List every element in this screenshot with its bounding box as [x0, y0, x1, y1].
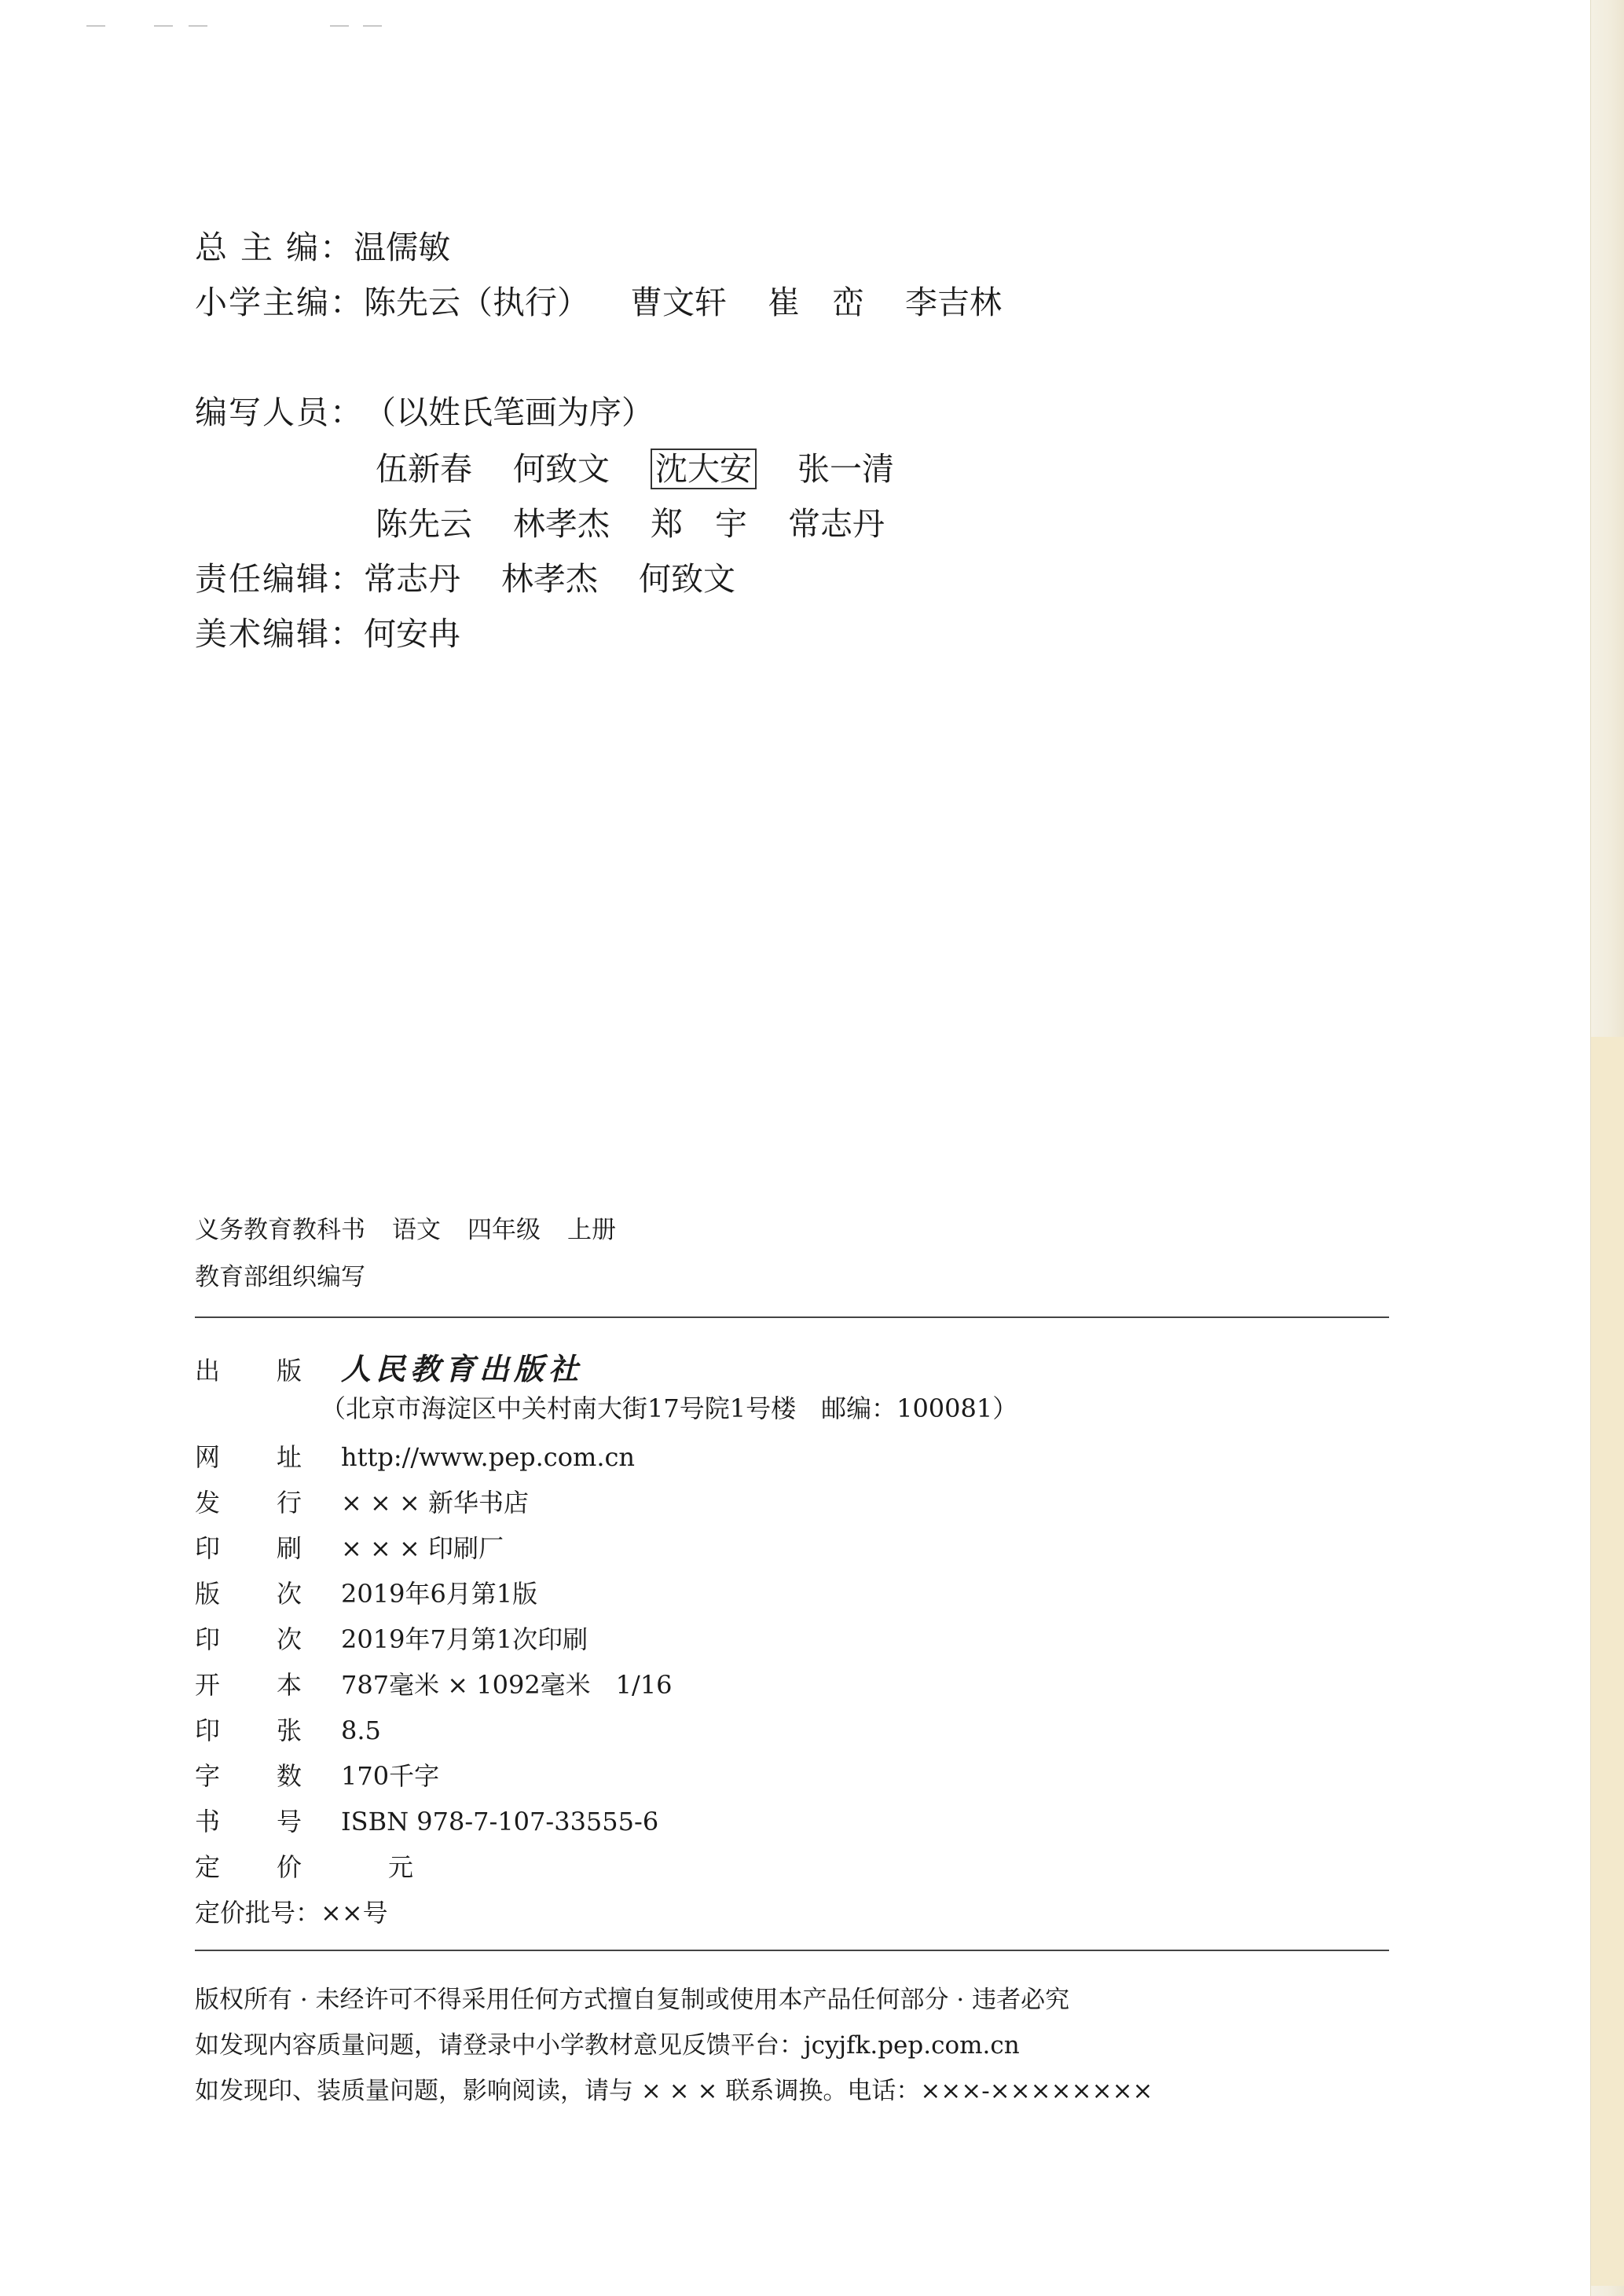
info-label: 行 — [277, 1488, 302, 1518]
art-editor: 何安冉 — [364, 615, 460, 653]
writers-list-row-2 — [376, 498, 926, 544]
info-label: 址 — [277, 1442, 302, 1472]
info-row-printer — [195, 1529, 504, 1566]
responsible-editor-row — [195, 553, 776, 599]
scan-mark — [363, 25, 382, 27]
info-label: 次 — [277, 1624, 302, 1654]
page-edge-band — [1591, 1037, 1624, 2286]
info-label: 书 — [195, 1807, 221, 1836]
impression: 2019年7月第1次印刷 — [341, 1624, 588, 1654]
info-row-distributor — [195, 1483, 529, 1521]
info-row-sheets — [195, 1711, 381, 1749]
scan-mark — [330, 25, 349, 27]
responsible-editor: 林孝杰 — [501, 560, 598, 598]
primary-editor: 陈先云（执行） — [364, 284, 589, 321]
price: 元 — [388, 1852, 414, 1882]
writers-list-row-1 — [376, 443, 935, 489]
writer: 伍新春 — [376, 450, 472, 488]
primary-editor: 李吉林 — [905, 284, 1002, 321]
book-organizer: 教育部组织编写 — [195, 1263, 365, 1291]
sheets: 8.5 — [341, 1716, 381, 1745]
info-label: 印 — [195, 1624, 221, 1654]
info-row-publisher — [195, 1345, 584, 1386]
info-row-impression — [195, 1620, 588, 1657]
info-label: 次 — [277, 1579, 302, 1609]
word-count: 170千字 — [341, 1761, 440, 1791]
info-label: 网 — [195, 1442, 221, 1472]
info-row-price-approval — [195, 1893, 388, 1931]
writer: 何致文 — [513, 450, 610, 488]
info-label: 印 — [195, 1533, 221, 1563]
primary-editor-row — [195, 276, 1043, 323]
writer: 陈先云 — [376, 505, 472, 543]
printer: × × × 印刷厂 — [341, 1533, 504, 1563]
book-title-part: 义务教育教科书 — [195, 1216, 365, 1244]
info-label: 本 — [277, 1670, 302, 1700]
info-row-edition — [195, 1574, 537, 1612]
chief-editor-label: 总 主 编： — [195, 229, 354, 266]
website: http://www.pep.com.cn — [341, 1442, 636, 1472]
primary-editor: 曹文轩 — [630, 284, 727, 321]
responsible-editor-label: 责任编辑： — [195, 560, 364, 598]
book-title-part: 语文 — [392, 1216, 441, 1244]
info-row-address — [321, 1389, 1017, 1426]
edition: 2019年6月第1版 — [341, 1579, 538, 1609]
info-label: 定 — [195, 1852, 221, 1882]
writer: 林孝杰 — [513, 505, 610, 543]
primary-editor-label: 小学主编： — [195, 284, 364, 321]
format: 787毫米 × 1092毫米 1/16 — [341, 1670, 673, 1700]
scan-mark — [154, 25, 173, 27]
info-row-site — [195, 1437, 635, 1475]
responsible-editor: 常志丹 — [364, 560, 460, 598]
info-label: 号 — [277, 1807, 302, 1836]
book-title-part: 四年级 — [467, 1216, 541, 1244]
book-title-part: 上册 — [567, 1216, 616, 1244]
info-row-isbn — [195, 1802, 658, 1840]
divider-bottom — [195, 1950, 1389, 1951]
scan-mark — [189, 25, 207, 27]
page-edge — [1590, 0, 1624, 2296]
print-feedback-notice: 如发现印、装质量问题，影响阅读，请与 × × × 联系调换。电话：×××-×××××××× — [195, 2077, 1153, 2105]
isbn: ISBN 978-7-107-33555-6 — [341, 1807, 659, 1836]
publisher-logotype: 人民教育出版社 — [341, 1351, 584, 1386]
price-approval-label: 定价批号： — [195, 1898, 321, 1928]
info-label: 印 — [195, 1716, 221, 1745]
content-feedback-notice: 如发现内容质量问题，请登录中小学教材意见反馈平台：jcyjfk.pep.com.cn — [195, 2031, 1020, 2060]
info-label: 版 — [277, 1356, 302, 1386]
book-title — [195, 1210, 643, 1245]
info-label: 字 — [195, 1761, 221, 1791]
info-row-format — [195, 1665, 673, 1703]
primary-editor: 崔 峦 — [768, 284, 864, 321]
writer: 常志丹 — [788, 505, 885, 543]
divider-top — [195, 1316, 1389, 1318]
info-label: 刷 — [277, 1533, 302, 1563]
chief-editor-row — [195, 222, 450, 268]
writers-label: 编写人员： — [195, 394, 364, 431]
distributor: × × × 新华书店 — [341, 1488, 529, 1518]
price-approval: ××号 — [321, 1898, 388, 1928]
info-label: 价 — [277, 1852, 302, 1882]
publisher-address: （北京市海淀区中关村南大街17号院1号楼 邮编：100081） — [321, 1393, 1018, 1423]
writer-boxed: 沈大安 — [651, 449, 757, 489]
info-label: 版 — [195, 1579, 221, 1609]
scan-mark — [86, 25, 105, 27]
art-editor-label: 美术编辑： — [195, 615, 364, 653]
copyright-notice: 版权所有 · 未经许可不得采用任何方式擅自复制或使用本产品任何部分 · 违者必究 — [195, 1986, 1070, 2014]
info-label: 出 — [195, 1356, 221, 1386]
info-label: 开 — [195, 1670, 221, 1700]
art-editor-row — [195, 608, 460, 654]
writers-row — [195, 386, 654, 433]
writers-note: （以姓氏笔画为序） — [364, 394, 654, 431]
writer: 郑 宇 — [651, 505, 747, 543]
responsible-editor: 何致文 — [639, 560, 735, 598]
info-label: 张 — [277, 1716, 302, 1745]
info-label: 数 — [277, 1761, 302, 1791]
info-row-words — [195, 1756, 439, 1794]
chief-editor: 温儒敏 — [354, 229, 451, 266]
info-label: 发 — [195, 1488, 221, 1518]
info-row-price — [195, 1847, 413, 1885]
writer: 张一清 — [797, 450, 894, 488]
